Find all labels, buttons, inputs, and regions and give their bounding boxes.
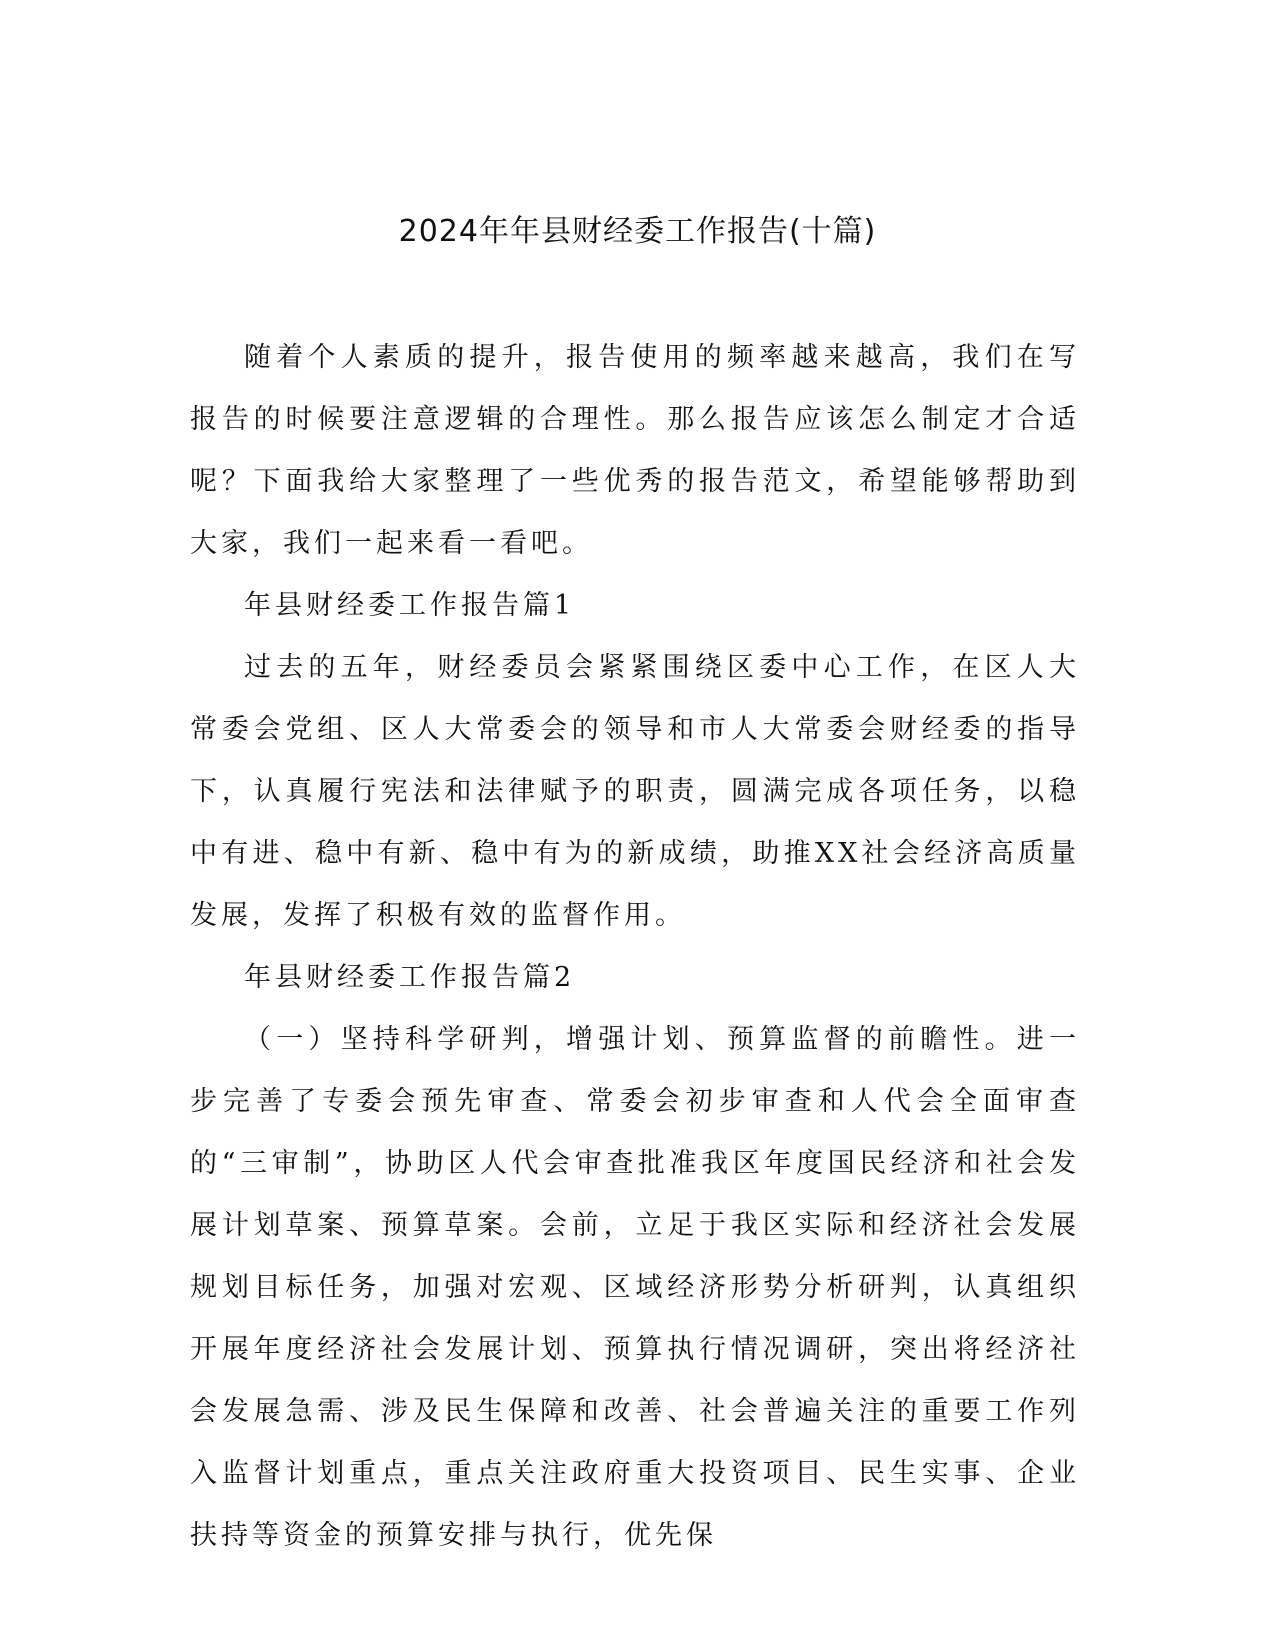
- section-heading-1: 年县财经委工作报告篇1: [244, 590, 576, 621]
- section-heading-2: 年县财经委工作报告篇2: [244, 962, 576, 993]
- section-2-paragraph: （一）坚持科学研判，增强计划、预算监督的前瞻性。进一步完善了专委会预先审查、常委会初步审查和人代会全面审查的“三审制”，协助区人代会审查批准我区年度国民经济和社会发展计划草案、预算草案。会前，立足于我区实际和经济社会发展规划目标任务，加强对宏观、区域经济形势分析研判，认真组织开展年度经济社会发展计划、预算执行情况调研，突出将经济社会发展急需、涉及民生保障和改善、社会普遍关注的重要工作列入监督计划重点，重点关注政府重大投资项目、民生实事、企业扶持等资金的预算安排与执行，优先保: [190, 1024, 1080, 1551]
- document-title: 2024年年县财经委工作报告(十篇): [398, 214, 877, 249]
- section-1-paragraph: 过去的五年，财经委员会紧紧围绕区委中心工作，在区人大常委会党组、区人大常委会的领导和市人大常委会财经委的指导下，认真履行宪法和法律赋予的职责，圆满完成各项任务，以稳中有进、稳中有新、稳中有为的新成绩，助推XX社会经济高质量发展，发挥了积极有效的监督作用。: [190, 652, 1080, 931]
- document-body: [190, 327, 1080, 1567]
- intro-paragraph: 随着个人素质的提升，报告使用的频率越来越高，我们在写报告的时候要注意逻辑的合理性。那么报告应该怎么制定才合适呢？下面我给大家整理了一些优秀的报告范文，希望能够帮助到大家，我们一起来看一看吧。: [190, 342, 1080, 559]
